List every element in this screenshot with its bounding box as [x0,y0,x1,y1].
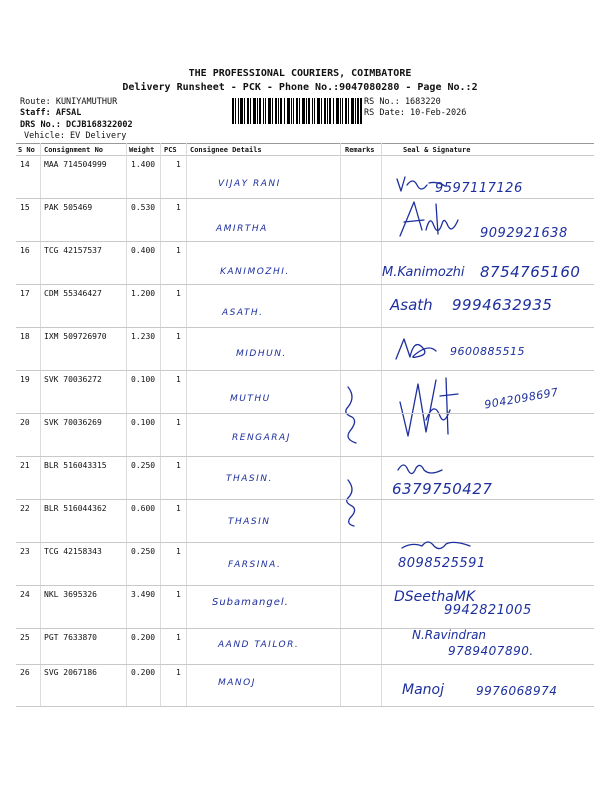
col-weight: Weight [129,146,155,154]
signature-text: Asath [390,296,433,314]
consignee-name: MANOJ [218,678,256,688]
col-seal-signature: Seal & Signature [403,146,471,154]
row-sno: 17 [20,289,30,298]
phone-number: 9092921638 [480,226,568,241]
row-weight: 0.250 [131,461,156,470]
consignee-name: AAND TAILOR. [218,640,300,650]
row-weight: 3.490 [131,590,156,599]
row-pcs: 1 [176,590,181,599]
signature-text: DSeethaMK [394,589,476,605]
staff-label: Staff: AFSAL [20,108,82,118]
row-consignment: SVK 70036272 [44,375,102,384]
row-pcs: 1 [176,203,181,212]
row-consignment: BLR 516043315 [44,461,107,470]
col-sno: S No [18,146,35,154]
row-weight: 0.250 [131,547,156,556]
consignee-name: VIJAY RANI [218,179,281,189]
phone-number: 8098525591 [398,556,486,571]
table-row [0,241,600,284]
row-sno: 20 [20,418,30,427]
row-sno: 22 [20,504,30,513]
drs-number: DRS No.: DCJB168322002 [20,120,133,130]
row-sno: 25 [20,633,30,642]
consignee-name: THASIN. [226,474,273,484]
row-sno: 14 [20,160,30,169]
row-consignment: SVG 2067186 [44,668,97,677]
row-consignment: PAK 505469 [44,203,93,212]
table-row [0,413,600,456]
consignee-name: THASIN [228,517,271,527]
row-consignment: TCG 42158343 [44,547,102,556]
row-weight: 0.600 [131,504,156,513]
row-pcs: 1 [176,375,181,384]
rs-number: RS No.: 1683220 [364,97,441,107]
table-row [0,327,600,370]
row-pcs: 1 [176,504,181,513]
row-pcs: 1 [176,633,181,642]
vehicle-label: Vehicle: EV Delivery [24,131,127,141]
consignee-name: FARSINA. [228,560,282,570]
signature-mark [396,460,444,476]
table-row [0,664,600,706]
consignee-name: KANIMOZHI. [220,267,290,277]
consignee-name: MUTHU [230,394,271,404]
col-consignment: Consignment No [44,146,104,154]
phone-number: 9976068974 [476,684,558,698]
company-title: THE PROFESSIONAL COURIERS, COIMBATORE [188,68,412,79]
row-sno: 23 [20,547,30,556]
col-remarks: Remarks [345,146,375,154]
row-weight: 1.200 [131,289,156,298]
phone-number: 8754765160 [480,263,581,281]
consignee-name: Subamangel. [212,597,289,608]
table-row [0,456,600,499]
col-consignee: Consignee Details [190,146,262,154]
table-top-border [16,143,594,144]
row-pcs: 1 [176,461,181,470]
row-weight: 1.400 [131,160,156,169]
consignee-name: AMIRTHA [216,224,268,234]
row-consignment: MAA 714504999 [44,160,107,169]
row-sno: 24 [20,590,30,599]
table-bottom-border [16,706,594,707]
table-row [0,585,600,628]
consignee-name: MIDHUN. [236,349,287,359]
row-weight: 0.200 [131,633,156,642]
signature-text: N.Ravindran [412,628,487,642]
row-weight: 1.230 [131,332,156,341]
phone-number: 9597117126 [435,181,523,196]
signature-mark [396,200,466,240]
route-label: Route: KUNIYAMUTHUR [20,97,118,107]
row-pcs: 1 [176,332,181,341]
row-consignment: NKL 3695326 [44,590,97,599]
row-weight: 0.530 [131,203,156,212]
row-pcs: 1 [176,160,181,169]
row-consignment: PGT 7633870 [44,633,97,642]
row-sno: 26 [20,668,30,677]
row-sno: 15 [20,203,30,212]
row-consignment: CDM 55346427 [44,289,102,298]
row-pcs: 1 [176,668,181,677]
row-weight: 0.400 [131,246,156,255]
phone-number: 9942821005 [444,603,532,618]
consignee-name: ASATH. [222,308,264,318]
table-row [0,370,600,413]
table-row [0,542,600,585]
table-row [0,284,600,327]
col-pcs: PCS [164,146,177,154]
table-row [0,155,600,198]
row-weight: 0.200 [131,668,156,677]
phone-number: 6379750427 [392,480,493,498]
row-sno: 19 [20,375,30,384]
barcode [232,98,362,124]
row-weight: 0.100 [131,375,156,384]
row-pcs: 1 [176,547,181,556]
consignee-name: RENGARAJ [232,433,291,443]
signature-text: Manoj [402,682,444,698]
runsheet-subtitle: Delivery Runsheet - PCK - Phone No.:9047080280 - Page No.:2 [122,82,478,93]
phone-number: 9042098697 [483,385,560,412]
row-consignment: BLR 516044362 [44,504,107,513]
row-sno: 18 [20,332,30,341]
table-row [0,499,600,542]
row-pcs: 1 [176,418,181,427]
signature-mark [394,335,442,363]
row-consignment: SVK 70036269 [44,418,102,427]
row-sno: 16 [20,246,30,255]
rs-date: RS Date: 10-Feb-2026 [364,108,467,118]
phone-number: 9789407890. [448,644,534,658]
row-consignment: TCG 42157537 [44,246,102,255]
row-sno: 21 [20,461,30,470]
row-consignment: IXM 509726970 [44,332,107,341]
phone-number: 9994632935 [452,296,553,314]
row-pcs: 1 [176,289,181,298]
phone-number: 9600885515 [450,345,525,358]
row-weight: 0.100 [131,418,156,427]
signature-mark [400,538,472,552]
signature-text: M.Kanimozhi [382,265,465,280]
table-row [0,198,600,241]
row-pcs: 1 [176,246,181,255]
